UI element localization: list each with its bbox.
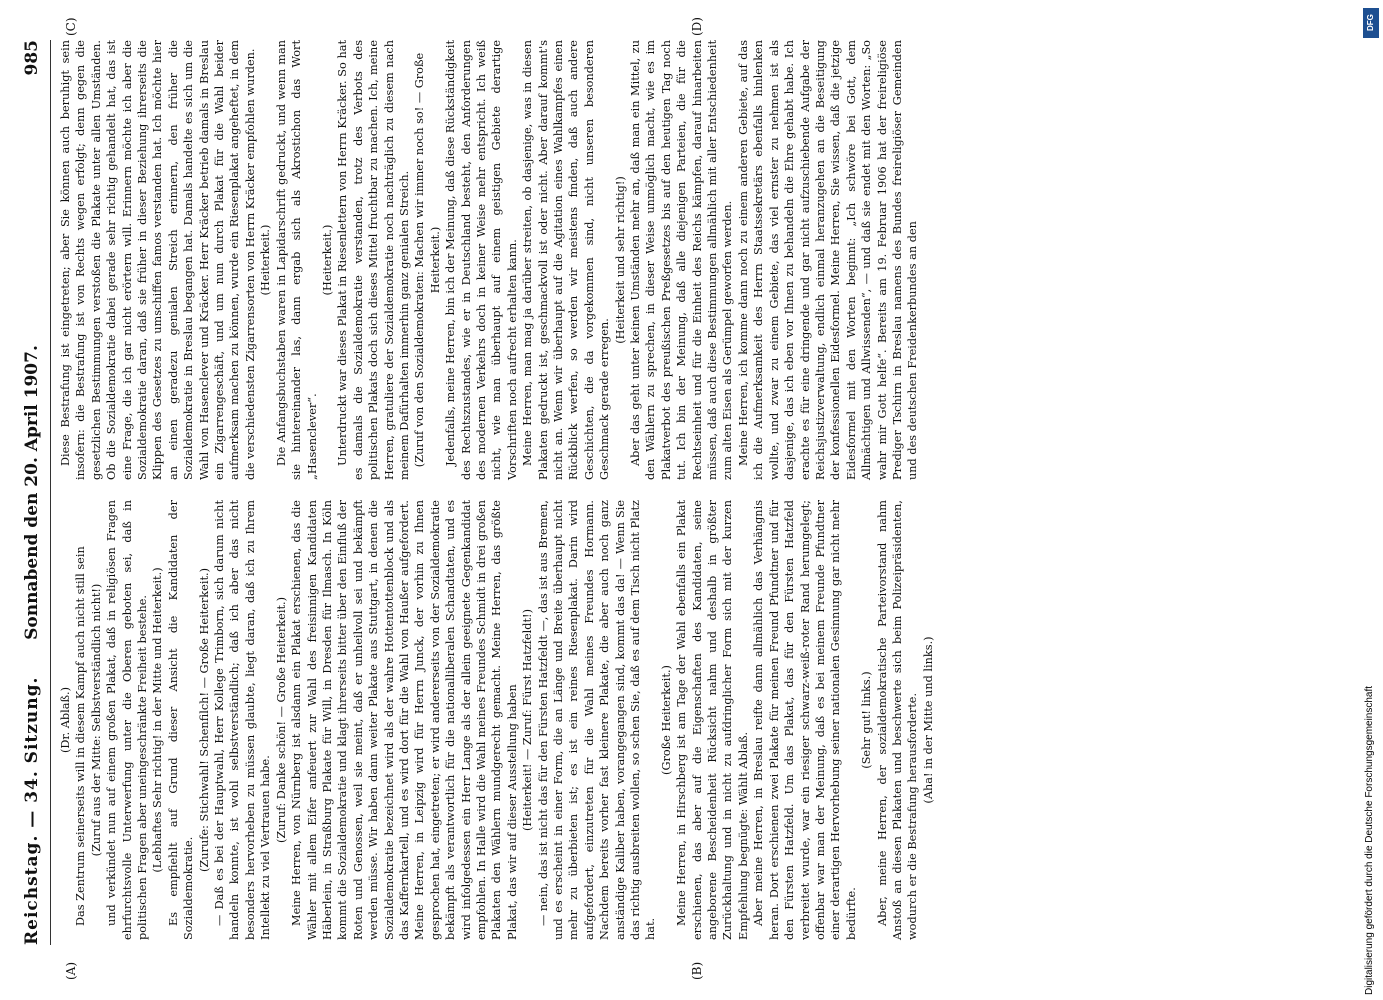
- page-number: 985: [22, 40, 42, 76]
- paragraph: und verkündet nun auf einem großen Plakat, daß in religiösen Fragen ehrfurchtsvolle Unterwerfung unter die Oberen geboten sei, daß in politischen Fragen aber uneingeschränkte Freiheit bestehe.: [105, 500, 150, 940]
- text-column-right: [58, 40, 921, 480]
- paragraph: Es empfiehlt auf Grund dieser Ansicht die Kandidaten der Sozialdemokratie.: [166, 500, 196, 940]
- paragraph: Die Anfangsbuchstaben waren in Lapidarschrift gedruckt, und wenn man sie hintereinander las, dann ergab sich als Akrostichon das Wort „Hasenclever“.: [274, 40, 319, 480]
- interjection: (Zuruf aus der Mitte: Selbstverständlich nicht!): [89, 583, 103, 857]
- interjection: (Zuruf von den Sozialdemokraten: Machen wir immer noch so! — Große Heiterkeit.): [413, 52, 442, 468]
- interjection: (Zurufe: Stichwahl! Schenfilch! — Große Heiterkeit.): [197, 568, 211, 872]
- interjection: (Heiterkeit.): [320, 224, 334, 296]
- margin-marker-c: (C): [64, 17, 78, 36]
- interjection: (Lebhaftes Sehr richtig! in der Mitte und Heiterkeit.): [151, 567, 165, 873]
- credit-text: Digitalisierung gefördert durch die Deutsche Forschungsgemeinschaft: [1364, 685, 1375, 995]
- margin-marker-d: (D): [690, 17, 704, 36]
- paragraph: Aber meine Herren, in Breslau reifte dann allmählich das Verhängnis heran. Dort erschienen zwei Plakate für meinen Freund Pfundtner und für den Fürsten Hatzfeld. Um das Plakat, das für den Fürsten Hatzfeld verbreitet wurde, war ein riesiger schwarz-weiß-roter Rand herumgelegt; offenbar war man der Meinung, daß es bei meinem Freunde Pfundtner einer derartigen Hervorhebung seiner nationalen Gesinnung gar nicht mehr bedürfte.: [752, 500, 858, 940]
- header-session: Reichstag. — 34. Sitzung.: [22, 676, 42, 945]
- paragraph: — Daß es bei der Hauptwahl, Herr Kollege Trimborn, sich darum nicht handeln konnte, ist wohl selbstverständlich; daß ich aber das nicht besonders hervorheben zu müssen glaubte, liegt daran, daß ich zu Ihrem Intellekt zu viel Vertrauen habe.: [213, 500, 273, 940]
- interjection: (Zuruf: Danke schön! — Große Heiterkeit.): [274, 597, 288, 843]
- paragraph: Meine Herren, ich komme dann noch zu einem anderen Gebiete, auf das ich die Aufmerksamkeit des Herrn Staatssekretärs ebenfalls hinlenken wollte, und zwar zu einem Gebiete, das viel ernster zu nehmen ist als dasjenige, das ich eben vor Ihnen zu behandeln die Ehre gehabt habe. Ich erachte es für eine dringende und gar nicht aufzuschiebende Aufgabe der Reichsjustizverwaltung, endlich einmal heranzugehen an die Beseitigung der konfessionellen Eidesformel. Meine Herren, Sie wissen, daß die jetzige Eidesformel mit den Worten beginnt: „Ich schwöre bei Gott, dem Allmächtigen und Allwissenden“, — und daß sie endet mit den Worten: „So wahr mir Gott helfe“. Bereits am 19. Februar 1906 hat der freireligiöse Prediger Tschirn in Breslau namens des Bundes freireligiöser Gemeinden und des deutschen Freidenkerbundes an den: [736, 40, 920, 480]
- paragraph: Aber das geht unter keinen Umständen mehr an, daß man ein Mittel, zu den Wählern zu sprechen, in dieser Weise unmöglich macht, wie es im Plakatverbot des preußischen Preßgesetzes bis auf den heutigen Tag noch tut. Ich bin der Meinung, daß alle diejenigen Parteien, die für die Rechtseinheit und für die Einheit des Reichs kämpfen, darauf hinarbeiten müssen, daß auch diese Bestimmungen allmählich mit aller Entschiedenheit zum alten Eisen als Gerümpel geworfen werden.: [629, 40, 735, 480]
- page-header: [22, 40, 44, 945]
- header-date: Sonnabend den 20. April 1907.: [22, 345, 42, 640]
- paragraph: Meine Herren, man mag ja darüber streiten, ob dasjenige, was in diesen Plakaten gedruckt ist, geschmackvoll ist oder nicht. Aber darauf kommt's nicht an. Wenn wir überhaupt auf die Agitation eines Wahlkampfes einen Rückblick werfen, so werden wir meistens finden, daß auch andere Geschichten, die da vorgekommen sind, nicht unseren besonderen Geschmack gerade erregen.: [521, 40, 612, 480]
- paragraph: Meine Herren, in Hirschberg ist am Tage der Wahl ebenfalls ein Plakat erschienen, das aber auf die Eigenschaften des Kandidaten, seine angeborene Bescheidenheit Rücksicht nahm und deshalb in größter Zurückhaltung und in nicht zu aufdringlicher Form sich mit der kurzen Empfehlung begnügte: Wählt Ablaß.: [675, 500, 750, 940]
- paragraph: Das Zentrum seinerseits will in diesem Kampf auch nicht still sein: [74, 546, 88, 926]
- interjection: (Heiterkeit.): [259, 224, 273, 296]
- digitization-credit: [1352, 10, 1382, 1000]
- paragraph: Diese Bestrafung ist eingetreten; aber Sie können auch beruhigt sein insofern: die Bestrafung ist von Rechts wegen erfolgt; denn gegen die gesetzlichen Bestimmungen verstoßen die Plakate unter allen Umständen. Ob die Sozialdemokratie dabei gerade sehr richtig gehandelt hat, das ist eine Frage, die ich gar nicht erörtern will. Erinnern möchte ich aber die Sozialdemokratie daran, daß sie früher in dieser Beziehung ihrerseits die Klippen des Gesetzes zu umschiffen famos verstanden hat. Ich möchte hier an einen geradezu genialen Streich erinnern, den früher die Sozialdemokratie in Breslau begangen hat. Damals handelte es sich um die Wahl von Hasenclever und Kräcker. Herr Kräcker betrieb damals in Breslau ein Zigarrengeschäft, und um nun durch Plakat für die Wahl beider aufmerksam machen zu können, wurde ein Riesenplakat angeheftet, in dem die verschiedensten Zigarrensorten von Herrn Kräcker empfohlen wurden.: [59, 40, 257, 480]
- paragraph: Meine Herren, von Nürnberg ist alsdann ein Plakat erschienen, das die Wähler mit allem Eifer anfeuert zur Wahl des freisinnigen Kandidaten Häberlein, in Straßburg Plakate für Will, in Dresden für Ilmasch. In Köln kommt die Sozialdemokratie und klagt ihrerseits bitter über den Einfluß der Roten und Genossen, weil sie meint, daß er unheilvoll sei und bekämpft werden müsse. Wir haben dann weiter Plakate aus Stuttgart, in denen die Sozialdemokratie bezeichnet wird als der wahre Hottentottenblock und als das Kaffernkartell, und es wird dort für die Wahl von Haußer aufgefordert. Meine Herren, in Leipzig wird für Herrn Junck, der vorhin zu Ihnen gesprochen hat, eingetreten; er wird andererseits von der Sozialdemokratie bekämpft als verantwortlich für die nationalliberalen Schandtaten, und es wird infolgedessen ein Herr Lange als der allein geeignete Gegenkandidat empfohlen. In Halle wird die Wahl meines Freundes Schmidt in drei großen Plakaten den Wählern mundgerecht gemacht. Meine Herren, das größte Plakat, das wir auf dieser Ausstellung haben: [290, 500, 519, 940]
- interjection: (Sehr gut! links.): [860, 671, 874, 769]
- header-rule: [50, 40, 51, 945]
- interjection: (Aha! in der Mitte und links.): [921, 636, 935, 804]
- paragraph: Aber, meine Herren, der sozialdemokratische Parteivorstand nahm Anstoß an diesen Plakaten und beschwerte sich beim Polizeipräsidenten, wodurch er die Bestrafung herausforderte.: [875, 500, 920, 940]
- interjection: (Heiterkeit und sehr richtig!): [613, 176, 627, 344]
- margin-marker-a: (A): [64, 961, 78, 980]
- interjection: (Heiterkeit! — Zuruf: Fürst Hatzfeldt!): [521, 609, 535, 831]
- interjection: (Große Heiterkeit.): [659, 665, 673, 775]
- dfg-logo: DFG: [1363, 8, 1379, 38]
- paragraph: Unterdruckt war dieses Plakat in Riesenlettern von Herrn Kräcker. So hat es damals die Sozialdemokratie verstanden, trotz des Verbots des politischen Plakats doch sich dieses Mittel fruchtbar zu machen. Ich, meine Herren, gratuliere der Sozialdemokratie noch nachträglich zu diesem nach meinem Dafürhalten immerhin ganz genialen Streich.: [336, 40, 411, 480]
- speaker-name: (Dr. Ablaß.): [59, 686, 72, 754]
- margin-marker-b: (B): [690, 961, 704, 980]
- paragraph: Jedenfalls, meine Herren, bin ich der Meinung, daß diese Rückständigkeit des Rechtszustandes, wie er in Deutschland besteht, den Anforderungen des modernen Verkehrs doch in keiner Weise mehr entspricht. Ich weiß nicht, wie man überhaupt auf einem geistigen Gebiete derartige Vorschriften noch aufrecht erhalten kann.: [444, 40, 519, 480]
- text-column-left: [58, 500, 936, 940]
- paragraph: — nein, das ist nicht das für den Fürsten Hatzfeldt —, das ist aus Bremen, und es erscheint in einer Form, die an Länge und Breite überhaupt nicht mehr zu überbieten ist; es ist ein reines Riesenplakat. Darin wird aufgefordert, einzutreten für die Wahl meines Freundes Hormann. Nachdem bereits vorher fast kleinere Plakate, die aber auch noch ganz anständige Kaliber haben, vorangegangen sind, kommt das da! — Wenn Sie das richtig ausbreiten wollen, so schen Sie, daß es auf dem Tisch nicht Platz hat.: [536, 500, 658, 940]
